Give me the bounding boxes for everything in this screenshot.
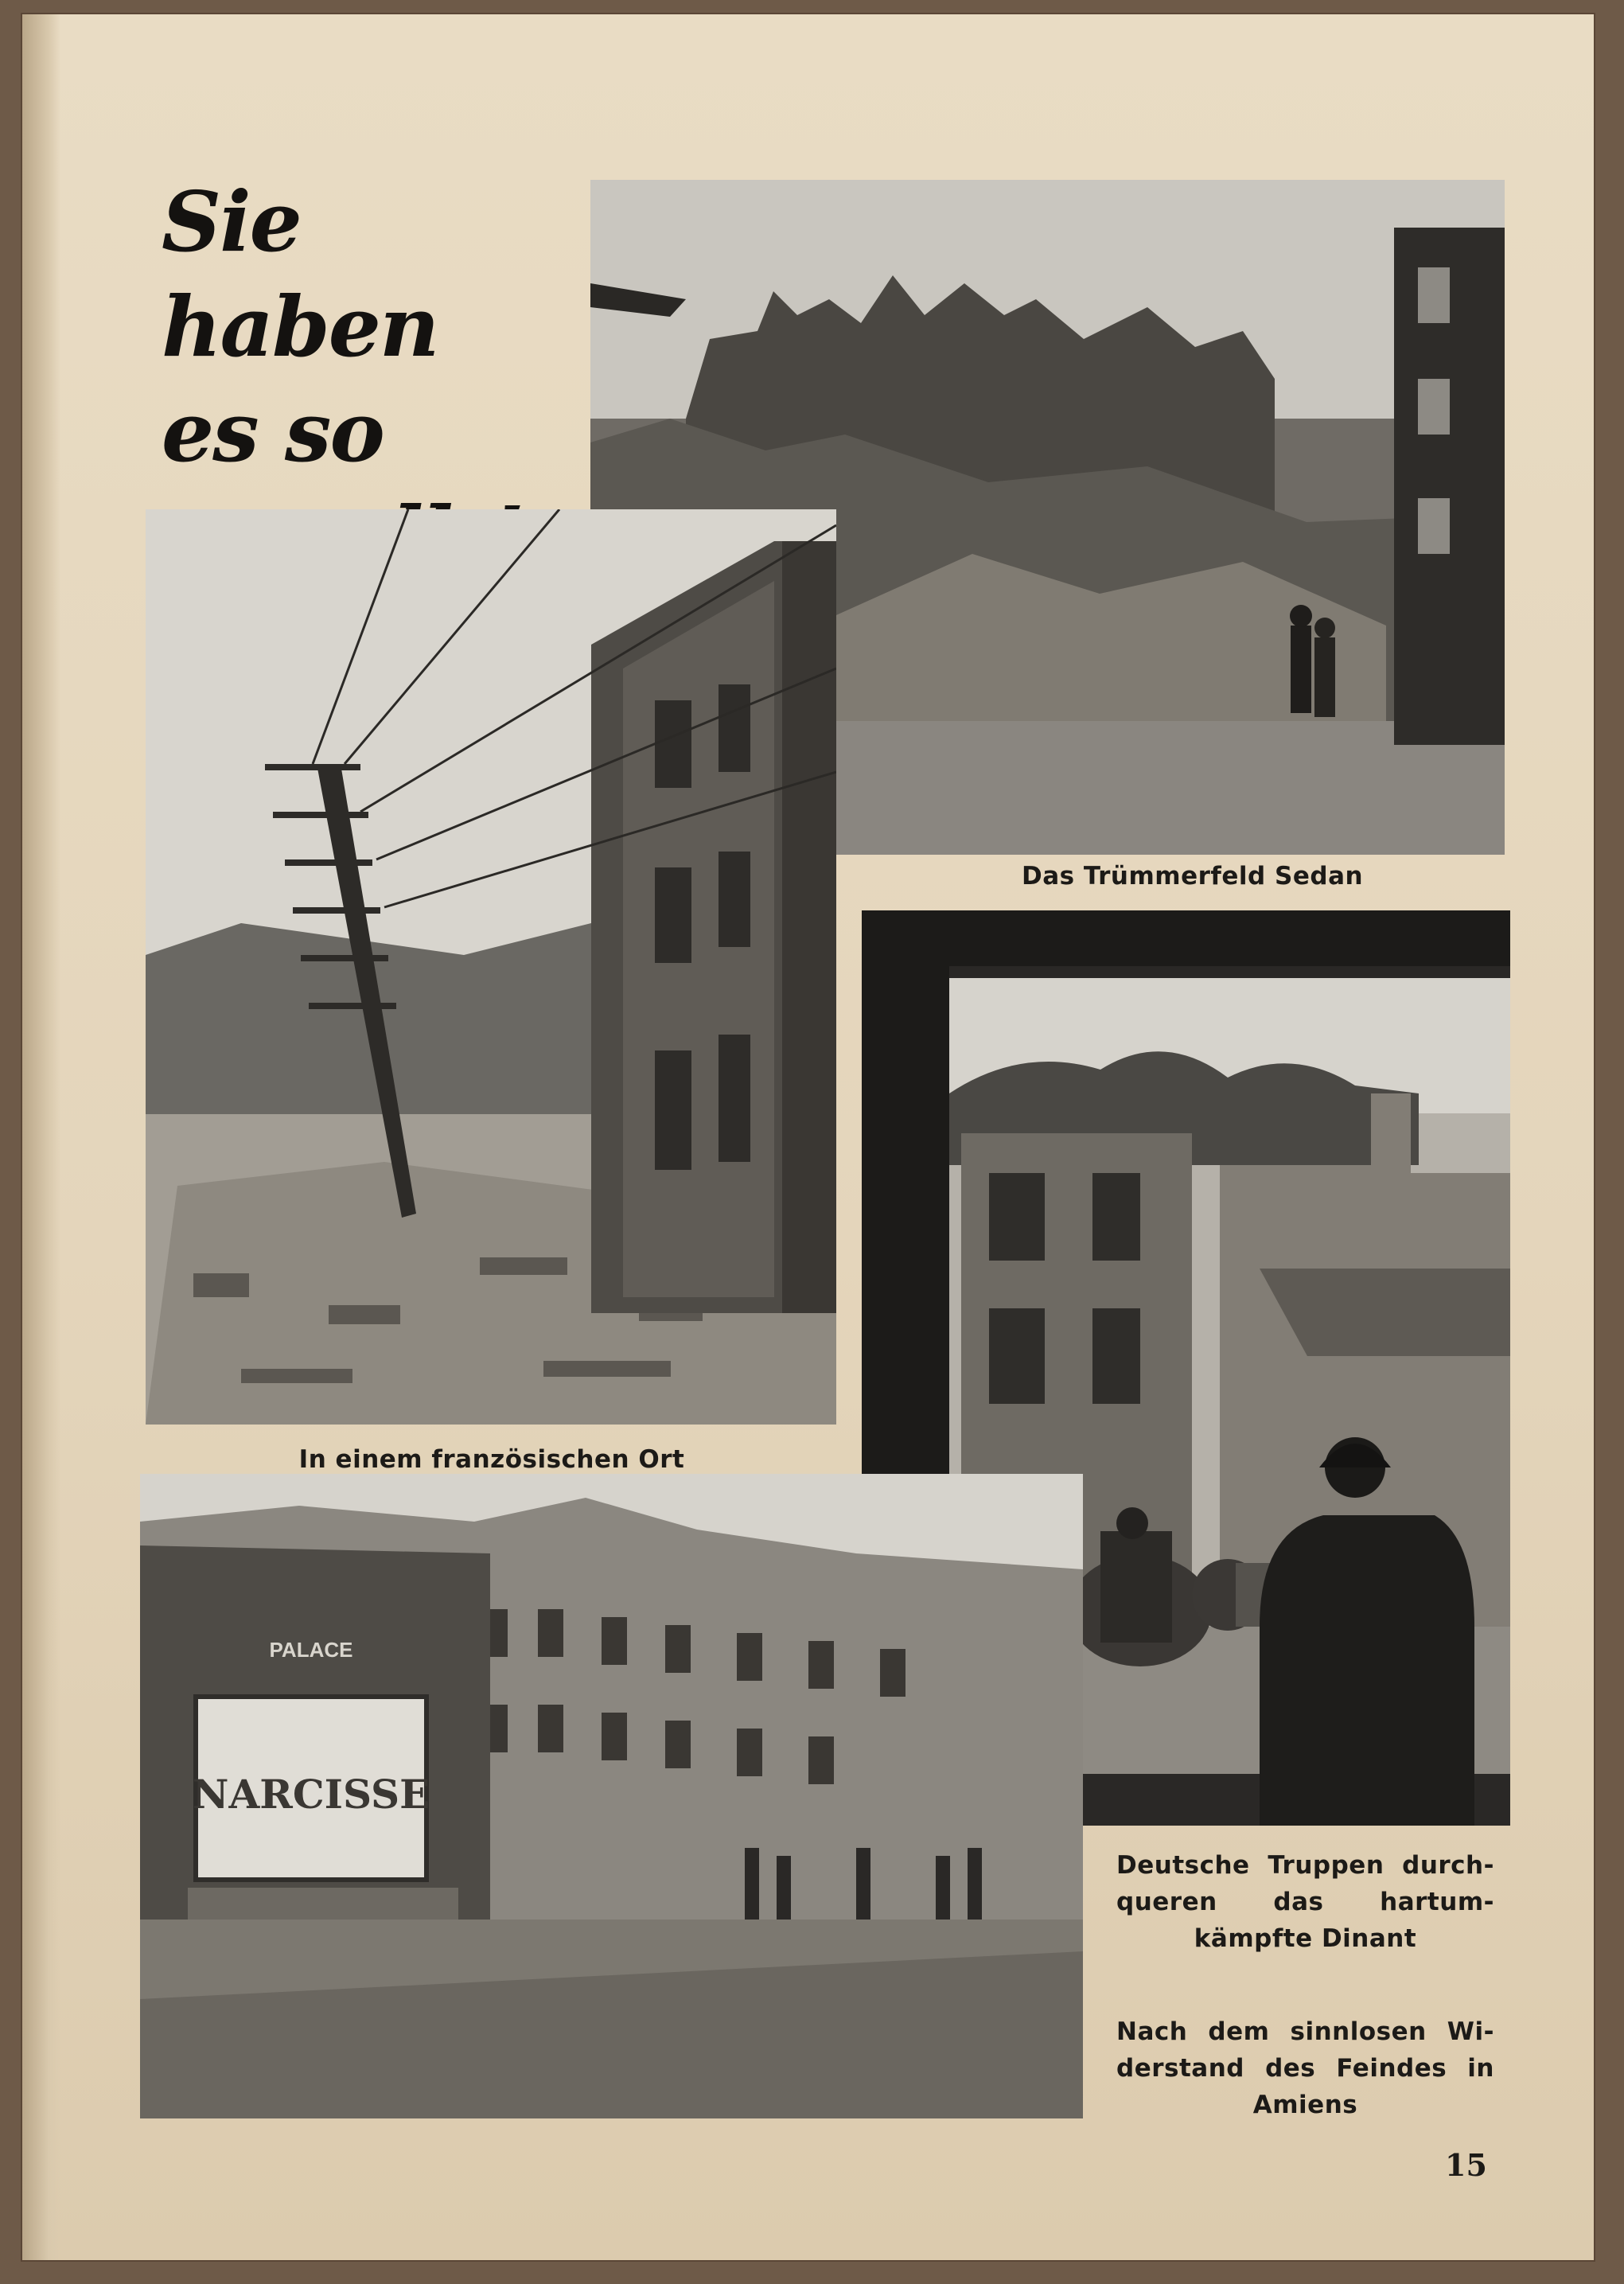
sign-palace: PALACE: [269, 1638, 353, 1662]
caption-french-town: In einem französischen Ort: [298, 1445, 685, 1474]
page-gutter: [22, 14, 60, 2260]
caption-dinant: Deutsche Truppen durch-queren das hartum-kämpfte Dinant: [1116, 1851, 1494, 1953]
book-page: [22, 14, 1594, 2260]
photo-french-town: [146, 509, 836, 1425]
photo-amiens-street: [140, 1474, 1083, 2118]
caption-sedan: Das Trümmerfeld Sedan: [1022, 862, 1364, 891]
page-title: Sie haben es so: [162, 173, 438, 481]
page-number: 15: [1445, 2147, 1487, 2183]
caption-amiens: Nach dem sinnlosen Wi-derstand des Feindes in Amiens: [1116, 2017, 1494, 2119]
poster-narcisse: NARCISSE: [192, 1771, 430, 1818]
